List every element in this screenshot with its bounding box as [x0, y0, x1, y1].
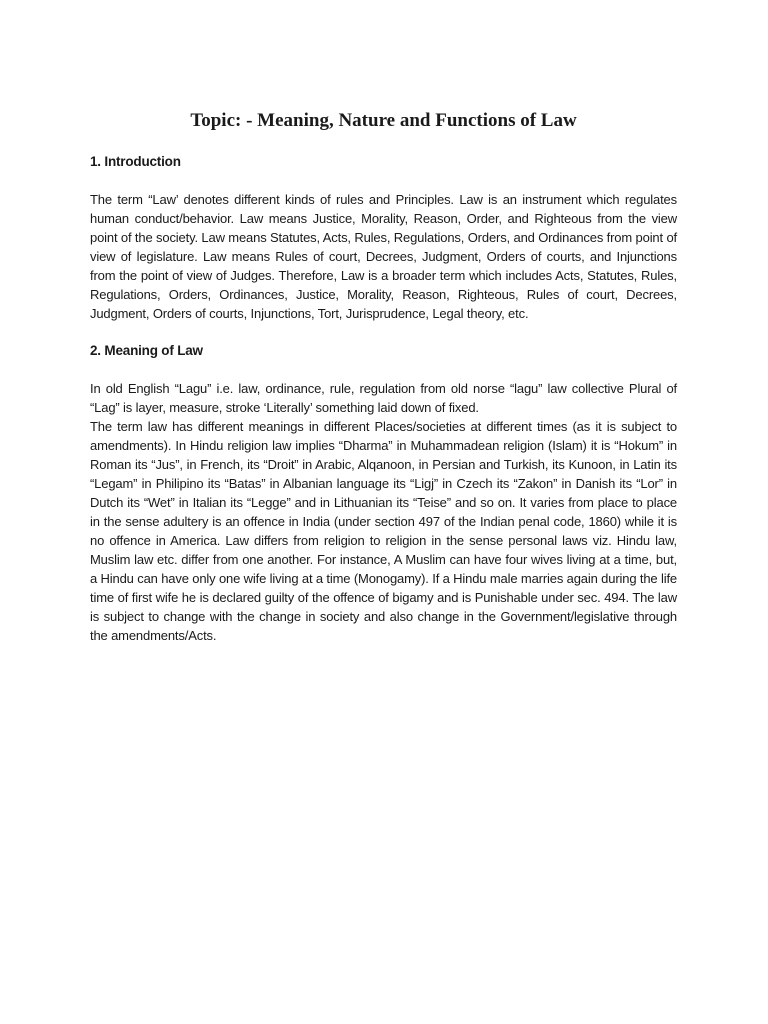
- meaning-paragraph-variations: The term law has different meanings in different Places/societies at different times (as it is subject to amendments). In Hindu religion law implies “Dharma” in Muhammadean religion (Islam) it is “Hokum” in Roman its “Jus”, in French, its “Droit” in Arabic, Alqanoon, in Persian and Turkish, its Kunoon, in Latin its “Legam” in Philipino its “Batas” in Albanian language its “Ligj” in Czech its “Zakon” in Danish its “Lor” in Dutch its “Wet” in Italian its “Legge” and in Lithuanian its “Teise” and so on. It varies from place to place in the sense adultery is an offence in India (under section 497 of the Indian penal code, 1860) while it is no offence in America. Law differs from religion to religion in the sense personal laws viz. Hindu law, Muslim law etc. differ from one another. For instance, A Muslim can have four wives living at a time, but, a Hindu can have only one wife living at a time (Monogamy). If a Hindu male marries again during the life time of first wife he is declared guilty of the offence of bigamy and is Punishable under sec. 494. The law is subject to change with the change in society and also change in the Government/legislative through the amendments/Acts.: [90, 419, 677, 643]
- page-title: Topic: - Meaning, Nature and Functions of Law: [190, 110, 577, 131]
- introduction-paragraph: The term “Law’ denotes different kinds of rules and Principles. Law is an instrument which regulates human conduct/behavior. Law means Justice, Morality, Reason, Order, and Righteous from the view point of the society. Law means Statutes, Acts, Rules, Regulations, Orders, and Ordinances from point of view of legislature. Law means Rules of court, Decrees, Judgment, Orders of courts, and Injunctions from the point of view of Judges. Therefore, Law is a broader term which includes Acts, Statutes, Rules, Regulations, Orders, Ordinances, Justice, Morality, Reason, Righteous, Rules of court, Decrees, Judgment, Orders of courts, Injunctions, Tort, Jurisprudence, Legal theory, etc.: [90, 192, 677, 321]
- meaning-paragraph-etymology: In old English “Lagu” i.e. law, ordinance, rule, regulation from old norse “lagu” law collective Plural of “Lag” is layer, measure, stroke ‘Literally’ something laid down of fixed.: [90, 381, 677, 415]
- section-heading-meaning-of-law: 2. Meaning of Law: [90, 343, 203, 358]
- document-page: [90, 108, 677, 645]
- section-heading-introduction: 1. Introduction: [90, 154, 181, 169]
